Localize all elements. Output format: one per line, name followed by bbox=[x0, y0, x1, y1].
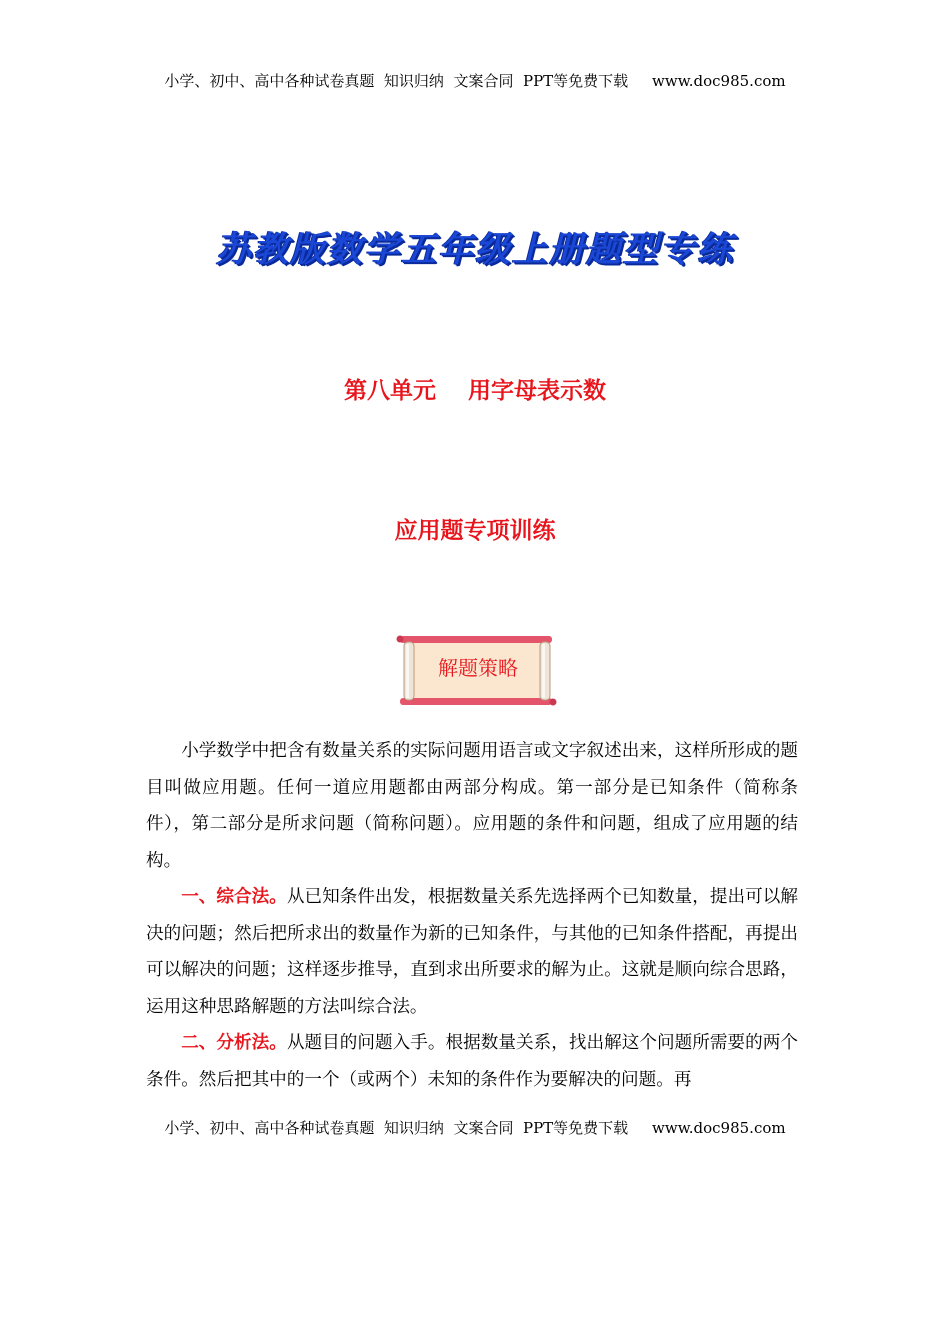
unit-title: 第八单元 用字母表示数 bbox=[343, 378, 607, 404]
paragraph-analysis-method bbox=[146, 1025, 798, 1098]
paragraph-keyword: 一、综合法。 bbox=[181, 887, 287, 907]
document-title: 苏教版数学五年级上册题型专练 bbox=[215, 230, 734, 270]
paragraph-keyword: 二、分析法。 bbox=[181, 1033, 287, 1053]
paragraph-synthesis-method bbox=[146, 879, 798, 1025]
paragraph-text: 从题目的问题入手。根据数量关系，找出解这个问题所需要的两个条件。然后把其中的一个（或两个）未知的条件作为要解决的问题。再 bbox=[146, 1033, 798, 1090]
paragraph-text: 小学数学中把含有数量关系的实际问题用语言或文字叙述出来，这样所形成的题目叫做应用题。任何一道应用题都由两部分构成。第一部分是已知条件（简称条件），第二部分是所求问题（简称问题）。应用题的条件和问题，组成了应用题的结构。 bbox=[146, 741, 798, 871]
body-text bbox=[146, 733, 798, 1098]
paragraph-text: 从已知条件出发，根据数量关系先选择两个已知数量，提出可以解决的问题；然后把所求出的数量作为新的已知条件，与其他的已知条件搭配，再提出可以解决的问题；这样逐步推导，直到求出所要求的解为止。这就是顺向综合思路，运用这种思路解题的方法叫综合法。 bbox=[146, 887, 798, 1017]
section-title: 应用题专项训练 bbox=[394, 518, 556, 544]
page-header: 小学、初中、高中各种试卷真题 知识归纳 文案合同 PPT等免费下载 www.doc985.com bbox=[164, 72, 786, 90]
strategy-label: 解题策略 bbox=[438, 656, 518, 680]
paragraph-intro bbox=[146, 733, 798, 879]
page-footer: 小学、初中、高中各种试卷真题 知识归纳 文案合同 PPT等免费下载 www.doc985.com bbox=[164, 1119, 786, 1137]
strategy-scroll-badge bbox=[396, 632, 558, 710]
